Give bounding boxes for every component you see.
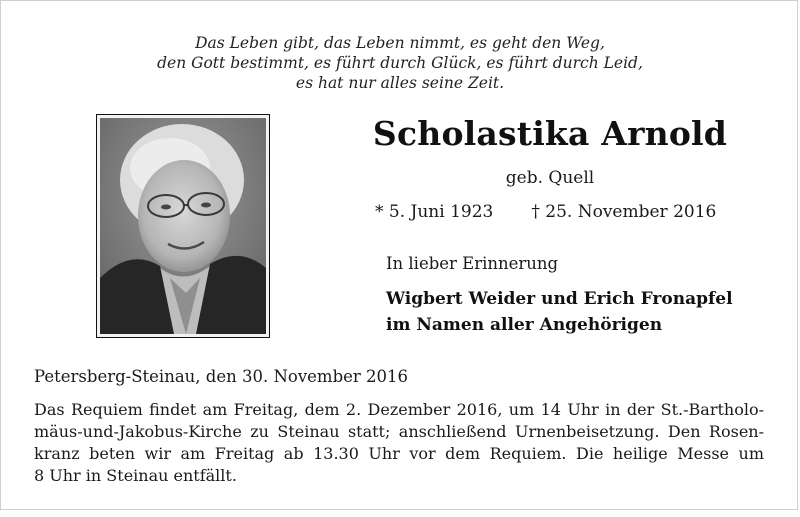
deceased-name: Scholastika Arnold — [372, 114, 728, 153]
born-name: geb. Quell — [505, 168, 595, 188]
requiem-line: kranz beten wir am Freitag ab 13.30 Uhr vor dem Requiem. Die heilige Messe um — [34, 444, 764, 463]
death-date: † 25. November 2016 — [531, 202, 717, 222]
motto-verse — [100, 33, 700, 93]
requiem-line: 8 Uhr in Steinau entfällt. — [34, 466, 237, 485]
portrait-photo — [96, 114, 270, 338]
motto-line: den Gott bestimmt, es führt durch Glück, es führt durch Leid, — [157, 54, 643, 72]
portrait-image — [100, 118, 266, 334]
requiem-line: Das Requiem findet am Freitag, dem 2. Dezember 2016, um 14 Uhr in der St.-Bartholo- — [34, 400, 764, 419]
motto-line: Das Leben gibt, das Leben nimmt, es geht den Weg, — [195, 34, 605, 52]
requiem-line: mäus-und-Jakobus-Kirche zu Steinau statt; anschließend Urnenbeisetzung. Den Rosen- — [34, 422, 764, 441]
motto-line: es hat nur alles seine Zeit. — [295, 74, 505, 92]
birth-date: * 5. Juni 1923 — [375, 202, 494, 222]
memory-heading: In lieber Erinnerung — [386, 254, 559, 273]
requiem-text — [34, 399, 764, 487]
mourners — [386, 286, 733, 338]
mourners-line: im Namen aller Angehörigen — [386, 315, 663, 335]
mourners-line: Wigbert Weider und Erich Fronapfel — [386, 289, 733, 309]
place-date: Petersberg-Steinau, den 30. November 2016 — [34, 367, 409, 386]
life-dates — [375, 202, 716, 222]
